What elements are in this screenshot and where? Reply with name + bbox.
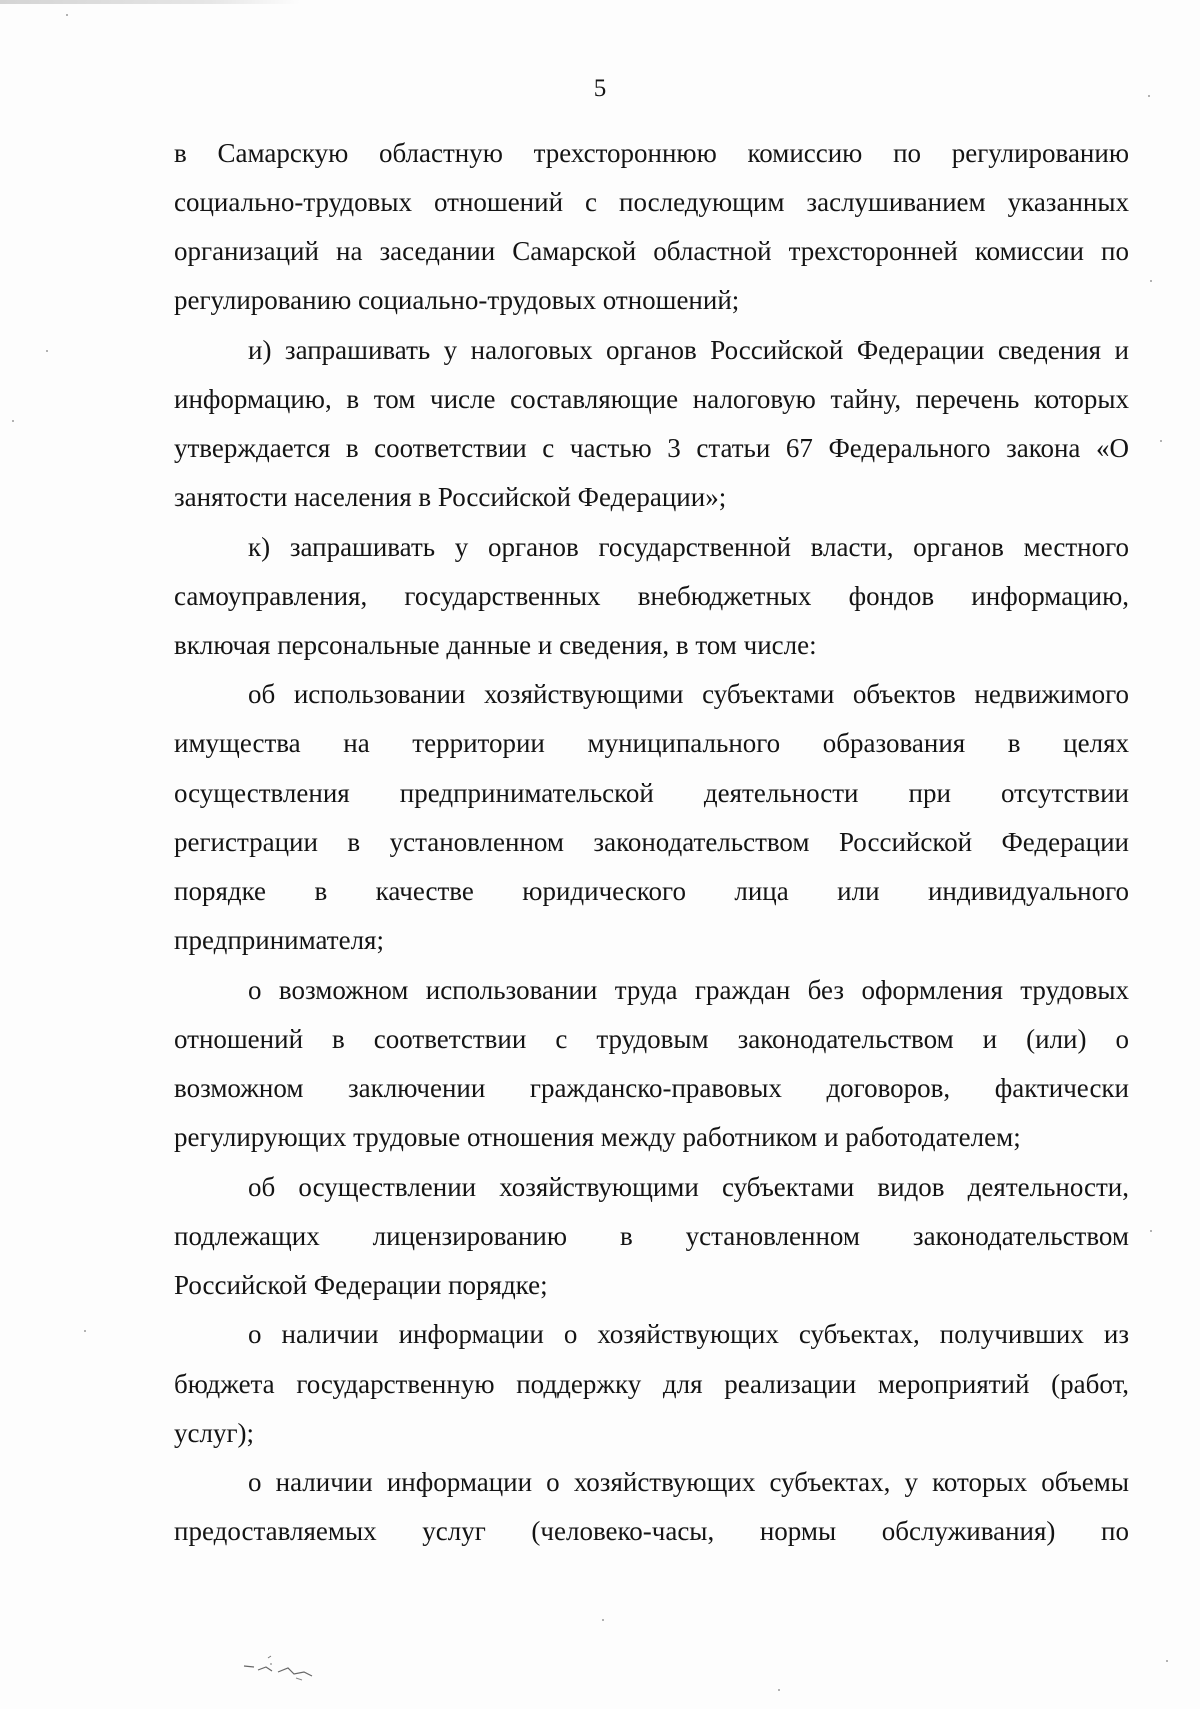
scan-edge-artifact [0, 0, 300, 4]
text-line: к) запрашивать у органов государственной власти, органов местного [248, 532, 1129, 562]
scan-speck [1150, 1230, 1152, 1232]
text-line: услуг); [174, 1418, 255, 1448]
text-line: регулирующих трудовые отношения между работником и работодателем; [174, 1122, 1021, 1152]
text-line: об использовании хозяйствующими субъектами объектов недвижимого [248, 679, 1129, 709]
text-line: и) запрашивать у налоговых органов Российской Федерации сведения и [248, 335, 1129, 365]
text-line: Российской Федерации порядке; [174, 1270, 548, 1300]
text-line: занятости населения в Российской Федерации»; [174, 482, 727, 512]
scan-speck [778, 1689, 780, 1691]
text-line: предоставляемых услуг (человеко-часы, нормы обслуживания) по [174, 1516, 1129, 1546]
scan-speck [12, 420, 14, 422]
scan-speck [1150, 280, 1152, 282]
text-line: подлежащих лицензированию в установленном законодательством [174, 1221, 1129, 1251]
text-line: информацию, в том числе составляющие налоговую тайну, перечень которых [174, 384, 1129, 414]
scan-speck [84, 1330, 86, 1332]
scan-speck [66, 14, 68, 16]
text-line: регулированию социально-трудовых отношений; [174, 285, 740, 315]
text-line: бюджета государственную поддержку для реализации мероприятий (работ, [174, 1369, 1129, 1399]
text-line: отношений в соответствии с трудовым законодательством и (или) о [174, 1024, 1129, 1054]
text-line: возможном заключении гражданско-правовых договоров, фактически [174, 1073, 1129, 1103]
scan-speck [46, 350, 48, 352]
text-line: о наличии информации о хозяйствующих субъектах, у которых объемы [248, 1467, 1129, 1497]
text-line: об осуществлении хозяйствующими субъектами видов деятельности, [248, 1172, 1129, 1202]
text-line: самоуправления, государственных внебюджетных фондов информацию, [174, 581, 1129, 611]
handwritten-mark [240, 1648, 340, 1688]
text-line: осуществления предпринимательской деятельности при отсутствии [174, 778, 1129, 808]
text-line: организаций на заседании Самарской областной трехсторонней комиссии по [174, 236, 1129, 266]
text-line: о возможном использовании труда граждан без оформления трудовых [248, 975, 1129, 1005]
text-line: порядке в качестве юридического лица или индивидуального [174, 876, 1129, 906]
text-line: регистрации в установленном законодательством Российской Федерации [174, 827, 1129, 857]
text-line: о наличии информации о хозяйствующих субъектах, получивших из [248, 1319, 1129, 1349]
scan-speck [1166, 1660, 1168, 1662]
text-line: в Самарскую областную трехстороннюю комиссию по регулированию [174, 138, 1129, 168]
text-line: утверждается в соответствии с частью 3 статьи 67 Федерального закона «О [174, 433, 1129, 463]
text-line: имущества на территории муниципального образования в целях [174, 728, 1129, 758]
scan-speck [602, 1619, 604, 1621]
text-line: социально-трудовых отношений с последующим заслушиванием указанных [174, 187, 1129, 217]
scan-speck [1160, 440, 1162, 442]
page-number: 5 [593, 75, 607, 102]
scan-speck [1148, 95, 1150, 97]
text-line: предпринимателя; [174, 925, 384, 955]
text-line: включая персональные данные и сведения, в том числе: [174, 630, 817, 660]
